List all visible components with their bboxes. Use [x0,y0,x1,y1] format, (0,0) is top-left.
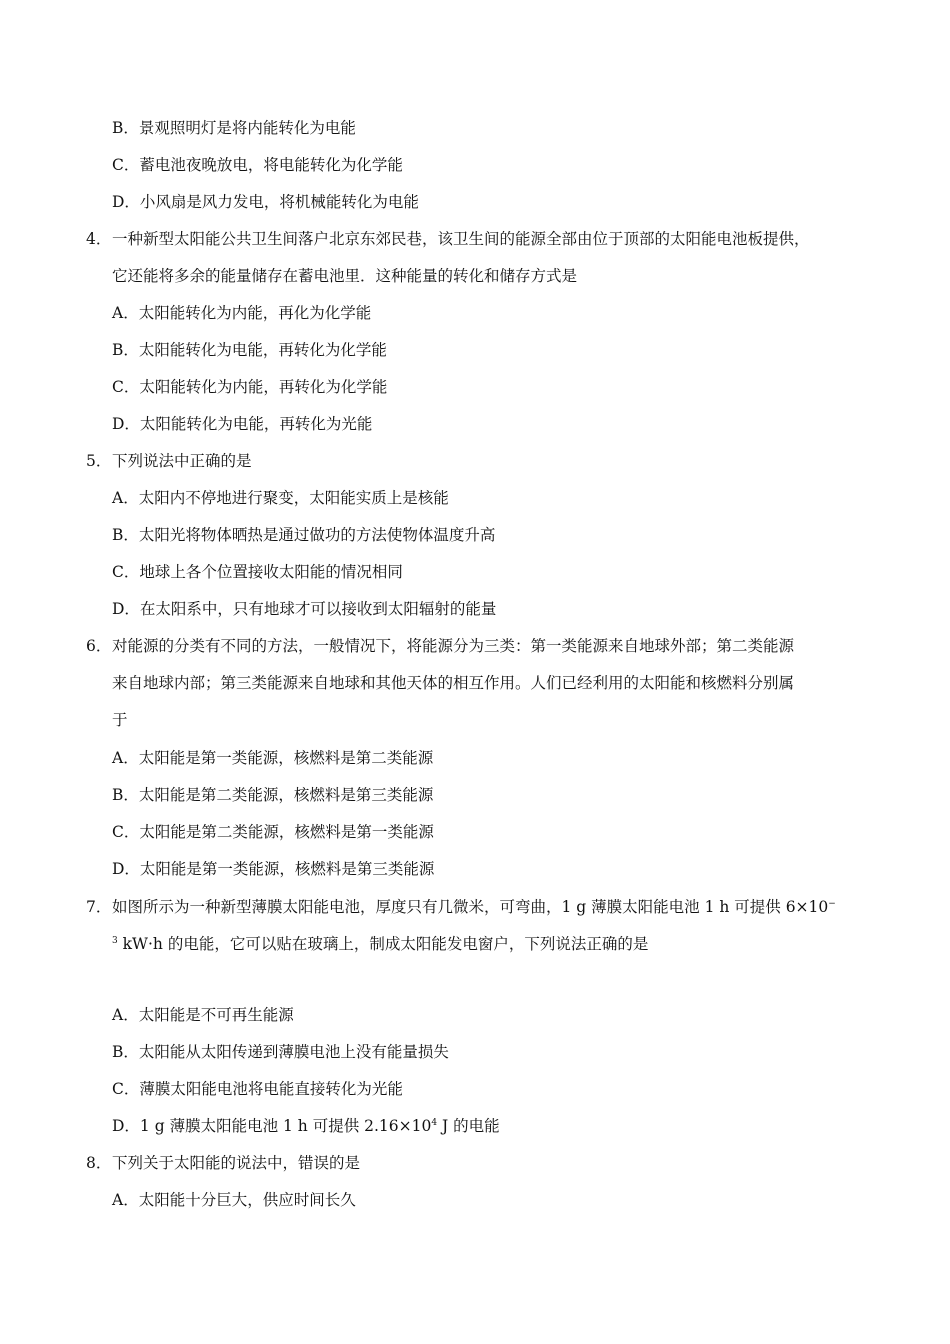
q7-option-d-unit: J 的电能 [437,1117,500,1135]
q7-stem-line1-text: 如图所示为一种新型薄膜太阳能电池，厚度只有几微米，可弯曲，1 g 薄膜太阳能电池 1 h 可提供 6×10 [112,898,829,916]
prev-option-c: C．蓄电池夜晚放电，将电能转化为化学能 [112,156,403,174]
q7-option-d-text: D．1 g 薄膜太阳能电池 1 h 可提供 2.16×10 [112,1117,432,1135]
q6-stem-line2: 来自地球内部；第三类能源来自地球和其他天体的相互作用。人们已经利用的太阳能和核燃料分别属 [112,674,795,692]
q4-option-b: B．太阳能转化为电能，再转化为化学能 [112,341,387,359]
prev-option-b: B．景观照明灯是将内能转化为电能 [112,119,356,137]
q8-option-a: A．太阳能十分巨大，供应时间长久 [112,1191,356,1209]
q7-stem-line1 [112,897,836,917]
q7-stem-line2-text: kW·h 的电能，它可以贴在玻璃上，制成太阳能发电窗户，下列说法正确的是 [117,935,649,953]
prev-option-d: D．小风扇是风力发电，将机械能转化为电能 [112,193,419,211]
q8-stem: 下列关于太阳能的说法中，错误的是 [112,1154,361,1172]
q5-option-d: D．在太阳系中，只有地球才可以接收到太阳辐射的能量 [112,600,497,618]
q6-stem-line1: 对能源的分类有不同的方法，一般情况下，将能源分为三类：第一类能源来自地球外部；第二类能源 [112,637,795,655]
q5-option-c: C．地球上各个位置接收太阳能的情况相同 [112,563,403,581]
q7-option-b: B．太阳能从太阳传递到薄膜电池上没有能量损失 [112,1043,449,1061]
q7-option-c: C．薄膜太阳能电池将电能直接转化为光能 [112,1080,403,1098]
q4-option-d: D．太阳能转化为电能，再转化为光能 [112,415,373,433]
q6-option-d: D．太阳能是第一类能源，核燃料是第三类能源 [112,860,435,878]
q7-option-a: A．太阳能是不可再生能源 [112,1006,294,1024]
q8-number: 8． [86,1154,112,1172]
q7-option-d [112,1116,500,1136]
q4-number: 4． [86,230,112,248]
q6-stem-line3: 于 [112,711,128,729]
q6-option-c: C．太阳能是第二类能源，核燃料是第一类能源 [112,823,434,841]
q6-number: 6． [86,637,112,655]
q5-option-a: A．太阳内不停地进行聚变，太阳能实质上是核能 [112,489,449,507]
q4-stem-line2: 它还能将多余的能量储存在蓄电池里．这种能量的转化和储存方式是 [112,267,578,285]
q4-option-c: C．太阳能转化为内能，再转化为化学能 [112,378,388,396]
q7-number: 7． [86,898,112,916]
q6-option-b: B．太阳能是第二类能源，核燃料是第三类能源 [112,786,434,804]
q7-stem-line2-sup: 3 [112,936,118,946]
q7-option-d-sup: 4 [431,1118,438,1128]
q7-stem-line1-sup: − [828,899,836,909]
q5-option-b: B．太阳光将物体晒热是通过做功的方法使物体温度升高 [112,526,496,544]
q5-number: 5． [86,452,112,470]
q5-stem: 下列说法中正确的是 [112,452,252,470]
q4-stem-line1: 一种新型太阳能公共卫生间落户北京东郊民巷，该卫生间的能源全部由位于顶部的太阳能电池板提供， [112,230,810,248]
q7-stem-line2 [112,934,648,954]
q4-option-a: A．太阳能转化为内能，再化为化学能 [112,304,372,322]
q6-option-a: A．太阳能是第一类能源，核燃料是第二类能源 [112,749,434,767]
